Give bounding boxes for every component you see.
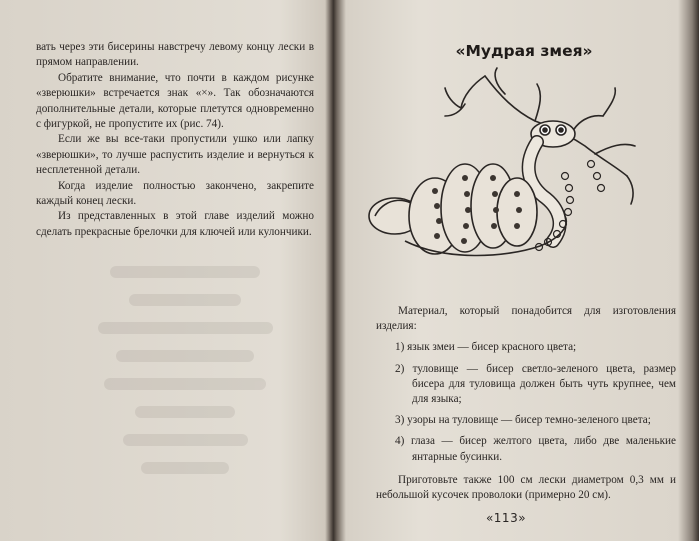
intro-paragraph: Материал, который понадобится для изготовления изделия:	[376, 305, 676, 333]
chapter-title: «Мудрая змея»	[455, 42, 593, 60]
list-item: 2) туловище — бисер светло-зеленого цвета, размер бисера для туловища должен быть чуть крупнее, чем для языка;	[395, 362, 676, 406]
right-page	[338, 0, 699, 541]
closing-paragraph: Приготовьте также 100 см лески диаметром 0,3 мм и небольшой кусочек проволоки (примерно 20 см).	[376, 473, 676, 502]
snake-on-branch-illustration	[365, 66, 645, 276]
show-through-decoration	[60, 250, 310, 480]
paragraph: Из представленных в этой главе изделий можно сделать прекрасные брелочки для ключей или кулончики.	[36, 210, 314, 238]
paragraph: Обратите внимание, что почти в каждом рисунке «зверюшки» встречается знак «×». Так обозначаются дополнительные детали, которые плетутся одновременно с фигуркой, не пропустите их (рис. 74).	[36, 71, 314, 131]
list-item: 1) язык змеи — бисер красного цвета;	[395, 341, 577, 354]
right-body-text	[376, 296, 676, 503]
left-body-text	[36, 40, 314, 240]
paragraph: Если же вы все-таки пропустили ушко или лапку «зверюшки», то лучше распустить изделие и вернуться к несплетенной детали.	[36, 133, 314, 177]
page-number: «113»	[485, 511, 527, 525]
list-item: 3) узоры на туловище — бисер темно-зеленого цвета;	[395, 414, 651, 427]
list-item: 4) глаза — бисер желтого цвета, либо две маленькие янтарные бусинки.	[395, 435, 676, 463]
paragraph: вать через эти бисерины навстречу левому концу лески в прямом направлении.	[36, 41, 314, 69]
paragraph: Когда изделие полностью закончено, закрепите каждый конец лески.	[36, 179, 314, 208]
left-page	[0, 0, 330, 541]
